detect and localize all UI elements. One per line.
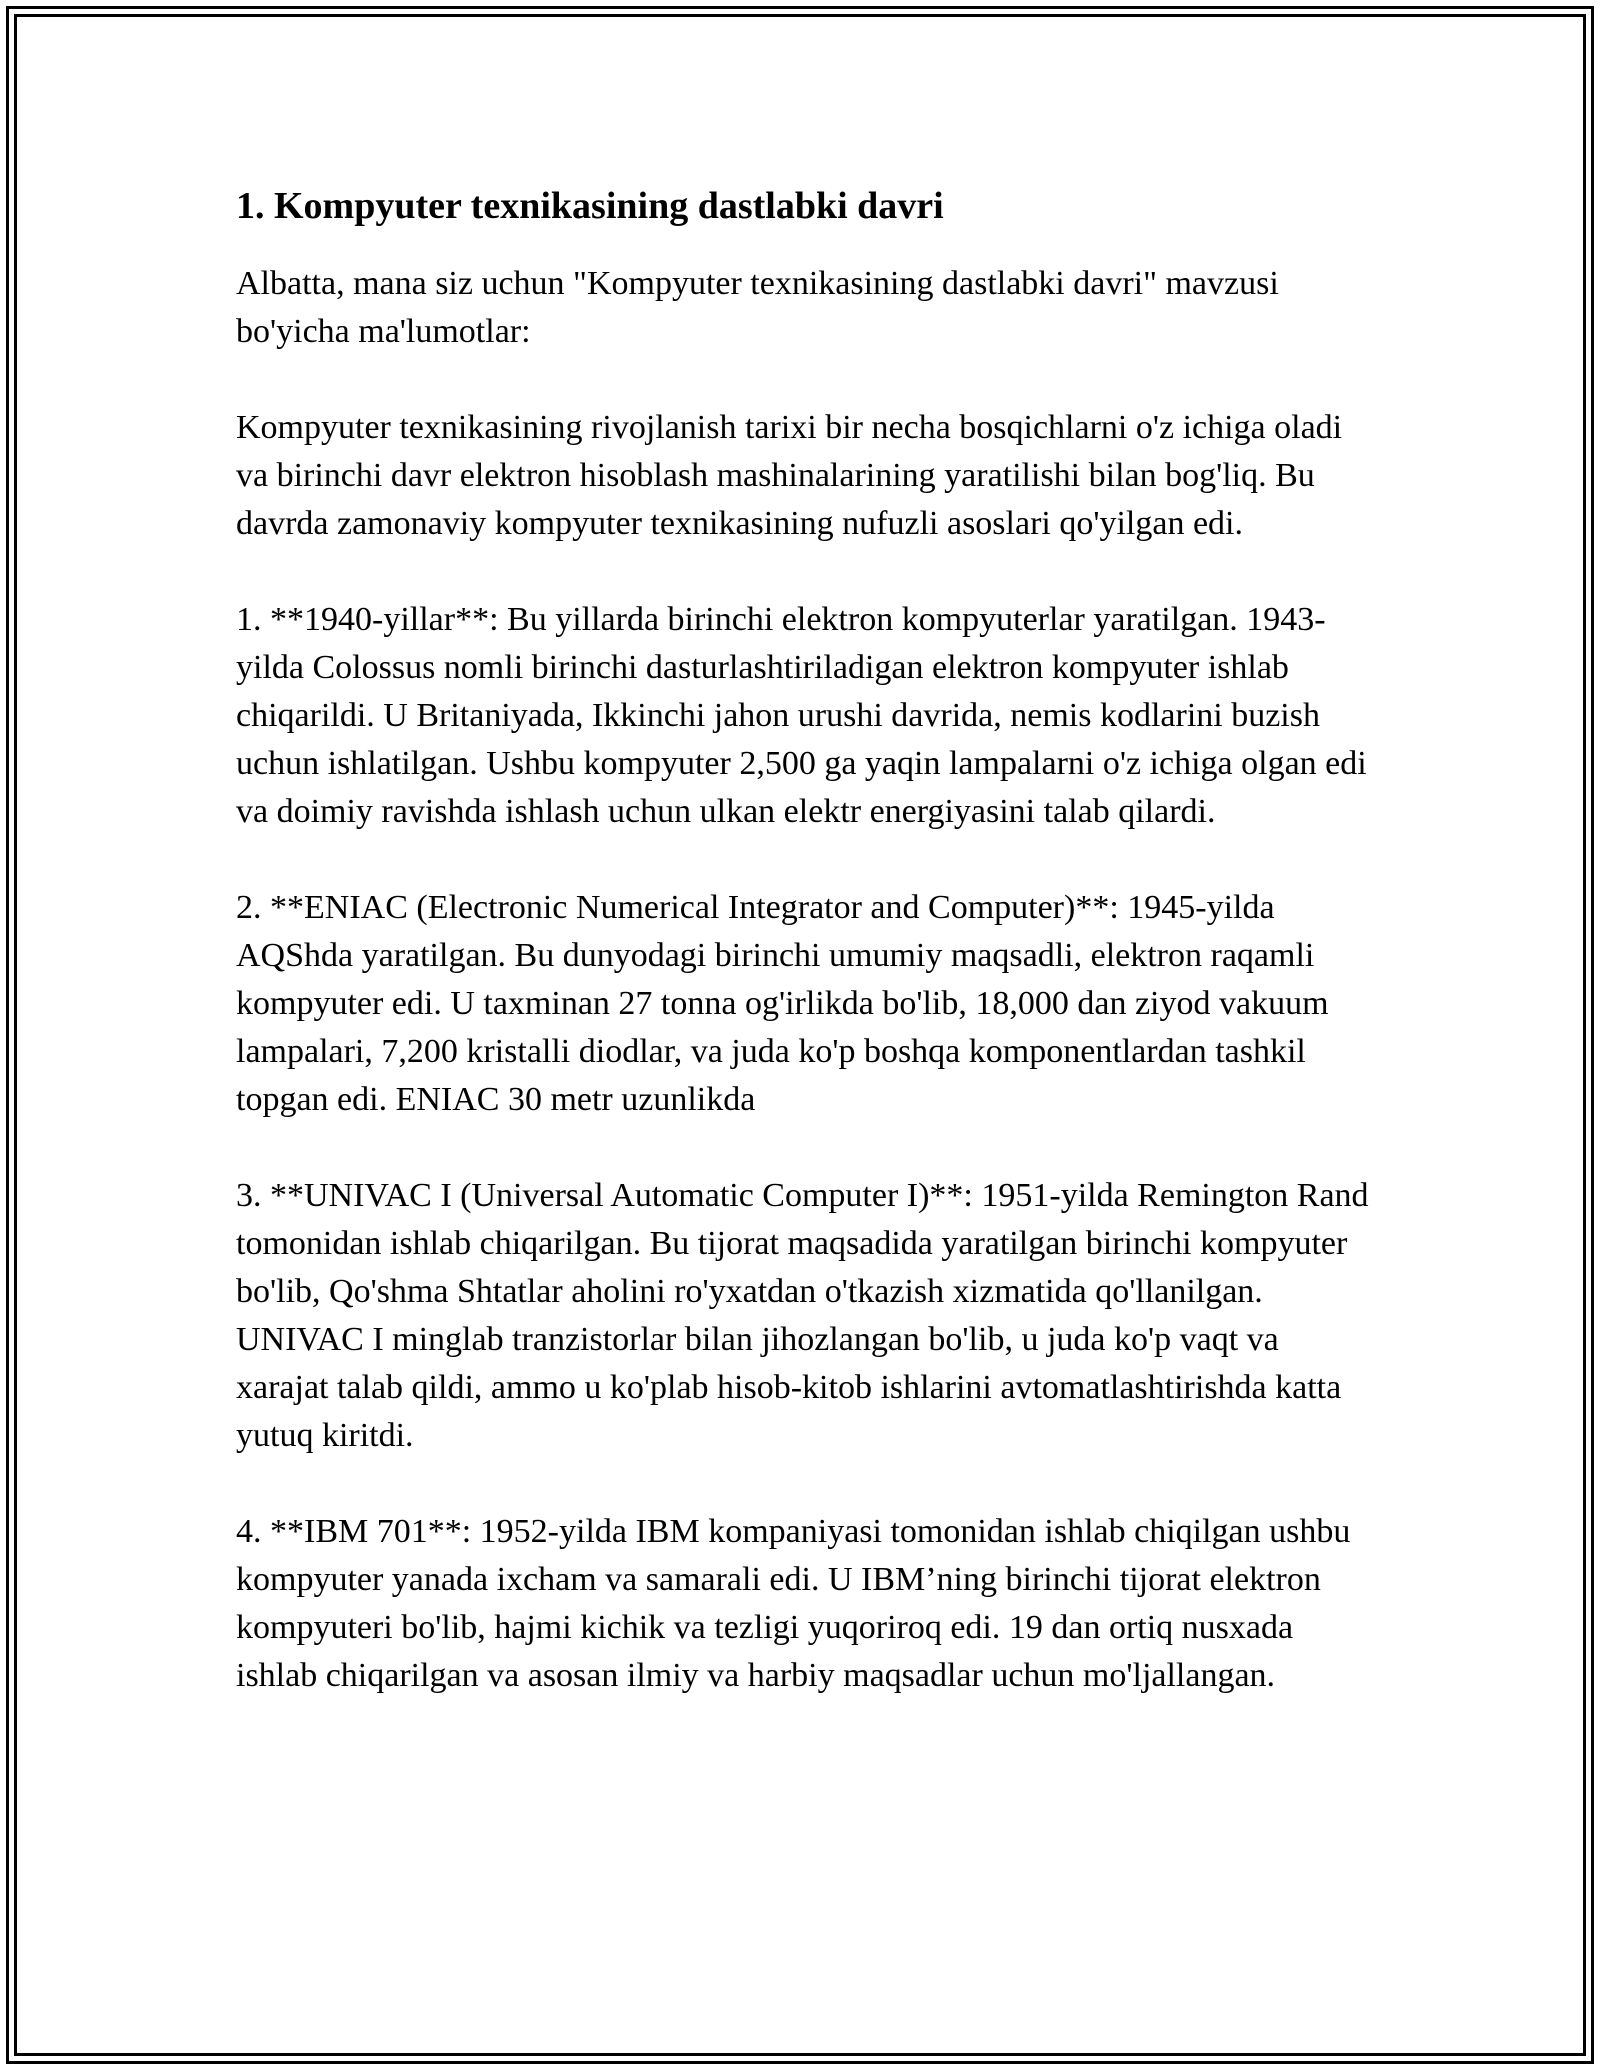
overview-paragraph: Kompyuter texnikasining rivojlanish tarixi bir necha bosqichlarni o'z ichiga oladi va birinchi davr elektron hisoblash mashinalarining yaratilishi bilan bog'liq. Bu davrda zamonaviy kompyuter texnikasining nufuzli asoslari qo'yilgan edi. bbox=[236, 409, 1343, 542]
document-body bbox=[236, 182, 1376, 1748]
list-item-univac: 3. **UNIVAC I (Universal Automatic Computer I)**: 1951-yilda Remington Rand tomonidan ishlab chiqarilgan. Bu tijorat maqsadida yaratilgan birinchi kompyuter bo'lib, Qo'shma Shtatlar aholini ro'yxatdan o'tkazish xizmatida qo'llanilgan. UNIVAC I minglab tranzistorlar bilan jihozlangan bo'lib, u juda ko'p vaqt va xarajat talab qildi, ammo u ko'plab hisob-kitob ishlarini avtomatlashtirishda katta yutuq kiritdi. bbox=[236, 1177, 1369, 1454]
intro-paragraph: Albatta, mana siz uchun "Kompyuter texnikasining dastlabki davri" mavzusi bo'yicha ma'lumotlar: bbox=[236, 265, 1279, 350]
list-item-eniac: 2. **ENIAC (Electronic Numerical Integrator and Computer)**: 1945-yilda AQShda yaratilgan. Bu dunyodagi birinchi umumiy maqsadli, elektron raqamli kompyuter edi. U taxminan 27 tonna og'irlikda bo'lib, 18,000 dan ziyod vakuum lampalari, 7,200 kristalli diodlar, va juda ko'p boshqa komponentlardan tashkil topgan edi. ENIAC 30 metr uzunlikda bbox=[236, 889, 1329, 1118]
list-item-1940s: 1. **1940-yillar**: Bu yillarda birinchi elektron kompyuterlar yaratilgan. 1943-yilda Colossus nomli birinchi dasturlashtiriladigan elektron kompyuter ishlab chiqarildi. U Britaniyada, Ikkinchi jahon urushi davrida, nemis kodlarini buzish uchun ishlatilgan. Ushbu kompyuter 2,500 ga yaqin lampalarni o'z ichiga olgan edi va doimiy ravishda ishlash uchun ulkan elektr energiyasini talab qilardi. bbox=[236, 601, 1367, 830]
section-heading: 1. Kompyuter texnikasining dastlabki davri bbox=[236, 185, 944, 227]
list-item-ibm-701: 4. **IBM 701**: 1952-yilda IBM kompaniyasi tomonidan ishlab chiqilgan ushbu kompyuter yanada ixcham va samarali edi. U IBM’ning birinchi tijorat elektron kompyuteri bo'lib, hajmi kichik va tezligi yuqoriroq edi. 19 dan ortiq nusxada ishlab chiqarilgan va asosan ilmiy va harbiy maqsadlar uchun mo'ljallangan. bbox=[236, 1513, 1351, 1694]
